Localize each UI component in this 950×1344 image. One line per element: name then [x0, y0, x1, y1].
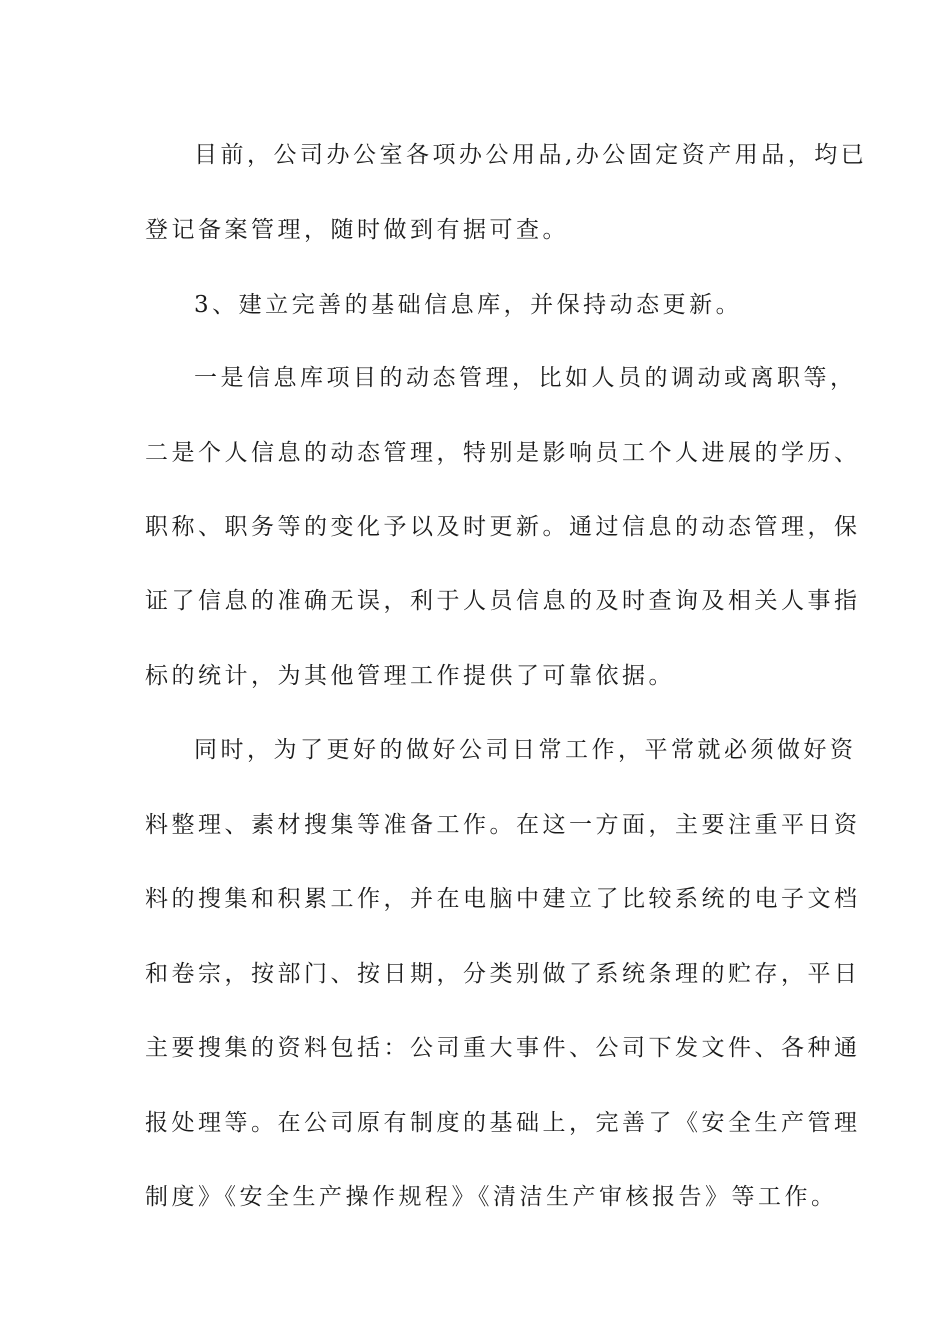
paragraph-line: 制度》《安全生产操作规程》《清洁生产审核报告》等工作。 — [145, 1184, 838, 1210]
paragraph-line: 证了信息的准确无误，利于人员信息的及时查询及相关人事指 — [145, 588, 861, 614]
paragraph-line: 职称、职务等的变化予以及时更新。通过信息的动态管理，保 — [145, 514, 861, 540]
paragraph-line: 同时，为了更好的做好公司日常工作，平常就必须做好资 — [194, 737, 857, 763]
paragraph-line: 和卷宗，按部门、按日期，分类别做了系统条理的贮存，平日 — [145, 961, 861, 987]
paragraph-line: 料的搜集和积累工作，并在电脑中建立了比较系统的电子文档 — [145, 886, 861, 912]
paragraph-line: 一是信息库项目的动态管理，比如人员的调动或离职等， — [194, 365, 857, 391]
paragraph-line: 目前，公司办公室各项办公用品,办公固定资产用品，均已 — [194, 142, 868, 168]
paragraph-line: 登记备案管理，随时做到有据可查。 — [145, 217, 569, 243]
paragraph-line: 报处理等。在公司原有制度的基础上，完善了《安全生产管理 — [145, 1110, 861, 1136]
section-heading: 3、建立完善的基础信息库，并保持动态更新。 — [194, 292, 743, 318]
paragraph-line: 标的统计，为其他管理工作提供了可靠依据。 — [145, 663, 675, 689]
paragraph-line: 主要搜集的资料包括：公司重大事件、公司下发文件、各种通 — [145, 1035, 861, 1061]
paragraph-line: 料整理、素材搜集等准备工作。在这一方面，主要注重平日资 — [145, 812, 861, 838]
paragraph-line: 二是个人信息的动态管理，特别是影响员工个人进展的学历、 — [145, 440, 861, 466]
